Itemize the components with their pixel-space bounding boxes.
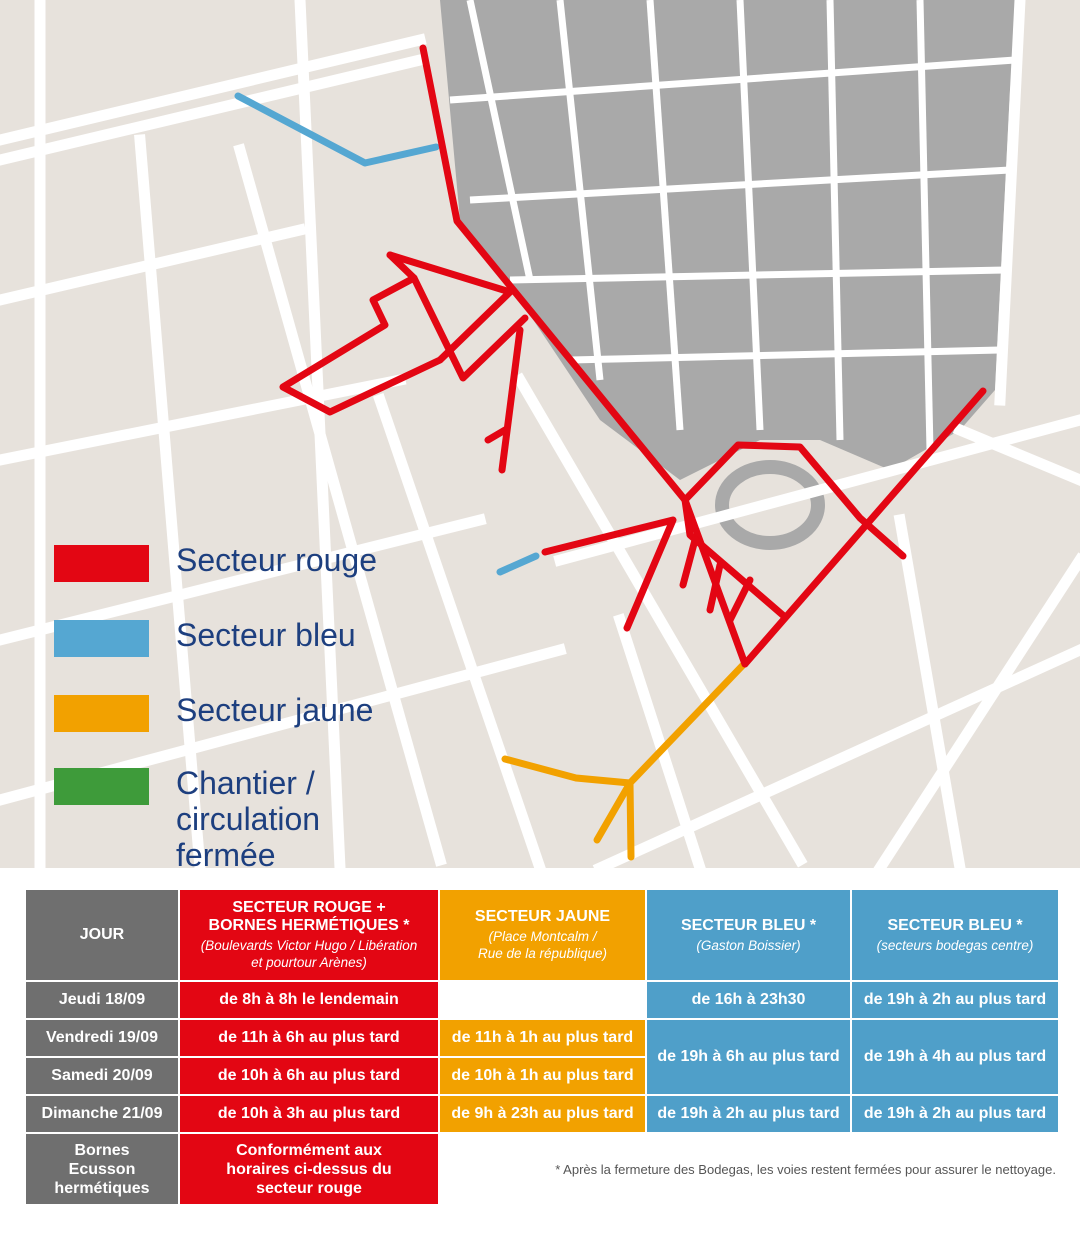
footnote: * Après la fermeture des Bodegas, les voies restent fermées pour assurer le nettoyage.: [555, 1161, 1056, 1177]
bleu1-cell-merged: de 19h à 6h au plus tard: [647, 1020, 850, 1094]
secteur-jaune-route: [630, 783, 631, 857]
bleu2-cell-merged: de 19h à 4h au plus tard: [852, 1020, 1058, 1094]
header-secteur-jaune: [440, 890, 645, 980]
bornes-rouge-cell: Conformément aux horaires ci-dessus du secteur rouge: [180, 1134, 438, 1204]
jaune-cell: de 10h à 1h au plus tard: [440, 1058, 645, 1094]
table-row: [26, 1020, 1058, 1056]
bleu1-cell: de 19h à 2h au plus tard: [647, 1096, 850, 1132]
rouge-cell: de 8h à 8h le lendemain: [180, 982, 438, 1018]
table-row: [26, 1134, 1058, 1204]
legend-label-jaune: Secteur jaune: [176, 692, 374, 728]
legend-swatch-bleu: [54, 620, 149, 657]
header-jour: JOUR: [26, 890, 178, 980]
header-secteur-rouge: [180, 890, 438, 980]
header-jaune-title: SECTEUR JAUNE: [474, 908, 611, 925]
legend-swatch-chantier: [54, 768, 149, 805]
header-bleu1-title: SECTEUR BLEU *: [680, 916, 817, 934]
rouge-cell: de 10h à 6h au plus tard: [180, 1058, 438, 1094]
legend-label-bleu: Secteur bleu: [176, 617, 356, 653]
table-row: [26, 1096, 1058, 1132]
legend-label-chantier: Chantier / circulation fermée: [176, 765, 321, 873]
jaune-cell-empty: [440, 982, 645, 1018]
day-cell: Vendredi 19/09: [26, 1020, 178, 1056]
header-rouge-title: SECTEUR ROUGE + BORNES HERMÉTIQUES *: [208, 899, 410, 934]
legend-swatch-jaune: [54, 695, 149, 732]
header-bleu2-title: SECTEUR BLEU *: [887, 916, 1023, 934]
jaune-cell: de 11h à 1h au plus tard: [440, 1020, 645, 1056]
rouge-cell: de 10h à 3h au plus tard: [180, 1096, 438, 1132]
table-row: [26, 982, 1058, 1018]
bleu2-cell: de 19h à 2h au plus tard: [852, 1096, 1058, 1132]
bornes-label-cell: Bornes Ecusson hermétiques: [26, 1134, 178, 1204]
bleu1-cell: de 16h à 23h30: [647, 982, 850, 1018]
header-jaune-sub: (Place Montcalm / Rue de la république): [477, 929, 608, 961]
day-cell: Samedi 20/09: [26, 1058, 178, 1094]
table-header-row: [26, 890, 1058, 980]
jaune-cell: de 9h à 23h au plus tard: [440, 1096, 645, 1132]
schedule-table: [24, 888, 1060, 1206]
header-rouge-sub: (Boulevards Victor Hugo / Libération et pourtour Arènes): [200, 938, 418, 970]
legend-swatch-rouge: [54, 545, 149, 582]
legend-label-rouge: Secteur rouge: [176, 542, 378, 578]
header-bleu1-sub: (Gaston Boissier): [696, 937, 801, 953]
header-secteur-bleu-bodegas: [852, 890, 1058, 980]
rouge-cell: de 11h à 6h au plus tard: [180, 1020, 438, 1056]
bleu2-cell: de 19h à 2h au plus tard: [852, 982, 1058, 1018]
day-cell: Dimanche 21/09: [26, 1096, 178, 1132]
header-bleu2-sub: (secteurs bodegas centre): [876, 937, 1034, 953]
header-secteur-bleu-gaston: [647, 890, 850, 980]
day-cell: Jeudi 18/09: [26, 982, 178, 1018]
